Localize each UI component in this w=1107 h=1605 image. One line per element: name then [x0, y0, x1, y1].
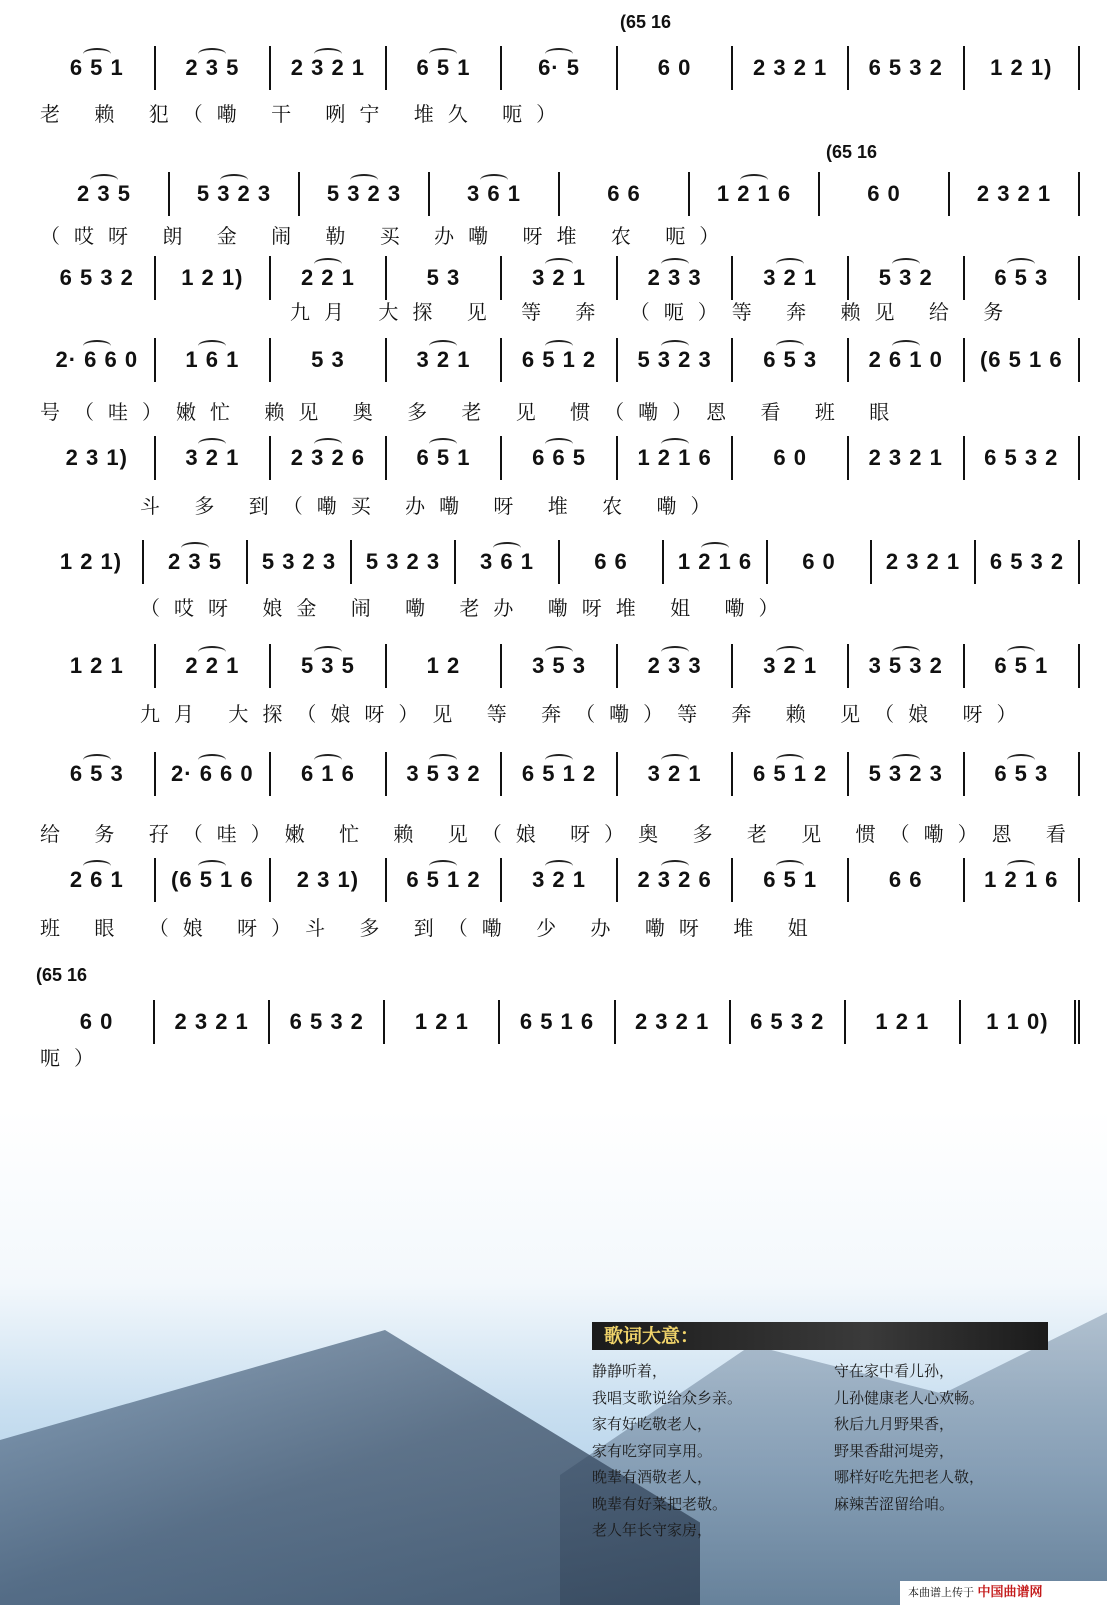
measure: 6 5 1 2 [502, 338, 618, 382]
measure: 3 2 1 [618, 752, 734, 796]
meaning-line: 麻辣苦涩留给咱。 [834, 1494, 955, 1513]
measure: 2 3 3 [618, 256, 734, 300]
meaning-line: 哪样好吃先把老人敬， [834, 1468, 985, 1486]
meaning-line: 野果香甜河堤旁， [834, 1441, 955, 1460]
meaning-line: 家有吃穿同享用。 [592, 1441, 713, 1460]
notes-row [40, 752, 1080, 796]
notes-row [40, 1000, 1080, 1044]
measure: 6 5 3 2 [40, 256, 156, 300]
notes-row [40, 256, 1080, 300]
measure: 3 6 1 [430, 172, 560, 216]
intro-mark: (65 16 [620, 12, 672, 32]
measure: 6 5 1 2 [733, 752, 849, 796]
notes-row [40, 436, 1080, 480]
notes-row [40, 172, 1080, 216]
measure: 2 2 1 [271, 256, 387, 300]
measure: (6 5 1 6 [965, 338, 1081, 382]
intro-mark: (65 16 [36, 965, 88, 985]
measure: 3 2 1 [387, 338, 503, 382]
measure: 6 5 1 2 [502, 752, 618, 796]
meaning-line: 老人年长守家房， [592, 1521, 713, 1539]
site-logo[interactable]: 中国曲谱网 [977, 1585, 1043, 1600]
measure: 3 2 1 [502, 858, 618, 902]
measure: 6 6 [560, 172, 690, 216]
lyrics-meaning-col-1 [592, 1358, 742, 1544]
measure: 6 6 [560, 540, 664, 584]
measure: 6 5 1 [40, 46, 156, 90]
measure: 2 3 5 [40, 172, 170, 216]
measure: 6 5 1 [965, 644, 1081, 688]
measure: 5 3 2 3 [248, 540, 352, 584]
measure: 6 5 1 2 [387, 858, 503, 902]
measure: 2 3 3 [618, 644, 734, 688]
measure: 1 2 [387, 644, 503, 688]
measure: 2 3 2 6 [618, 858, 734, 902]
measure: 6· 5 [502, 46, 618, 90]
measure: 2 3 2 6 [271, 436, 387, 480]
site-footer [900, 1581, 1107, 1605]
measure: 5 3 [387, 256, 503, 300]
measure: 2 3 5 [156, 46, 272, 90]
measure: 6 5 3 [965, 752, 1081, 796]
measure: 3 2 1 [502, 256, 618, 300]
measure: 6 6 [849, 858, 965, 902]
measure: 6 5 1 [733, 858, 849, 902]
measure: 1 6 1 [156, 338, 272, 382]
lyric-line: 九月 大探（娘呀）见 等 奔（嘞）等 奔 赖 见（娘 呀） [140, 702, 1031, 726]
measure: 2 6 1 [40, 858, 156, 902]
lyric-line: （哎呀 娘金 闹 嘞 老办 嘞呀堆 姐 嘞） [140, 596, 793, 620]
measure: 3 5 3 [502, 644, 618, 688]
measure: 6 5 3 2 [849, 46, 965, 90]
meaning-line: 静静听着， [592, 1362, 668, 1380]
measure: 6 5 3 2 [731, 1000, 846, 1044]
measure: 3 5 3 2 [387, 752, 503, 796]
measure: 3 2 1 [733, 256, 849, 300]
measure: 6 0 [618, 46, 734, 90]
lyric-line: 老 赖 犯（嘞 干 咧宁 堆久 呃） [40, 102, 571, 126]
meaning-line: 家有好吃敬老人， [592, 1415, 713, 1433]
upload-text: 本曲谱上传于 [908, 1586, 974, 1599]
measure: 6 5 3 2 [965, 436, 1081, 480]
measure: 2 3 2 1 [271, 46, 387, 90]
measure: 2 2 1 [156, 644, 272, 688]
meaning-line: 晚辈有酒敬老人， [592, 1468, 713, 1486]
measure: 5 3 5 [271, 644, 387, 688]
lyric-line: 号（哇）嫩忙 赖见 奥 多 老 见 惯（嘞）恩 看 班 眼 [40, 400, 904, 424]
measure: 2 3 1) [40, 436, 156, 480]
measure: 1 2 1 [846, 1000, 961, 1044]
meaning-line: 秋后九月野果香， [834, 1415, 955, 1433]
intro-mark: (65 16 [826, 142, 878, 162]
notes-row [40, 46, 1080, 90]
measure: 6 5 1 6 [500, 1000, 615, 1044]
measure: 1 2 1 6 [690, 172, 820, 216]
measure: 2 3 2 1 [849, 436, 965, 480]
measure: 2 3 2 1 [616, 1000, 731, 1044]
lyrics-meaning-panel [592, 1322, 1048, 1572]
measure: 5 3 2 3 [170, 172, 300, 216]
lyrics-meaning-col-2 [834, 1358, 984, 1517]
measure: 6 0 [40, 1000, 155, 1044]
measure: 3 5 3 2 [849, 644, 965, 688]
measure: 6 5 3 [965, 256, 1081, 300]
measure: 6 6 5 [502, 436, 618, 480]
measure: 6 0 [820, 172, 950, 216]
notes-row [40, 338, 1080, 382]
measure: 5 3 2 3 [352, 540, 456, 584]
measure: 1 2 1 6 [664, 540, 768, 584]
measure: 1 2 1 6 [618, 436, 734, 480]
lyric-line: 斗 多 到（嘞买 办嘞 呀 堆 农 嘞） [140, 494, 725, 518]
measure: 3 2 1 [733, 644, 849, 688]
lyric-line: 九月 大探 见 等 奔 （呃）等 奔 赖见 给 务 [290, 300, 1018, 324]
measure: 2· 6 6 0 [156, 752, 272, 796]
measure: 5 3 2 3 [300, 172, 430, 216]
measure: 5 3 2 [849, 256, 965, 300]
measure: 5 3 2 3 [618, 338, 734, 382]
measure: (6 5 1 6 [156, 858, 272, 902]
measure: 6 5 3 2 [270, 1000, 385, 1044]
measure: 1 2 1 [385, 1000, 500, 1044]
measure: 5 3 2 3 [849, 752, 965, 796]
measure: 6 5 1 [387, 46, 503, 90]
measure: 6 0 [733, 436, 849, 480]
measure: 6 5 1 [387, 436, 503, 480]
measure: 3 6 1 [456, 540, 560, 584]
lyric-line: （哎呀 朗 金 闹 勒 买 办嘞 呀堆 农 呃） [40, 224, 734, 248]
measure: 3 2 1 [156, 436, 272, 480]
measure: 2 3 5 [144, 540, 248, 584]
measure: 6 5 3 2 [976, 540, 1080, 584]
measure: 1 2 1 6 [965, 858, 1081, 902]
notes-row [40, 858, 1080, 902]
lyric-line: 给 务 孖（哇）嫩 忙 赖 见（娘 呀）奥 多 老 见 惯（嘞）恩 看 [40, 822, 1080, 846]
measure: 1 1 0) [961, 1000, 1080, 1044]
measure: 5 3 [271, 338, 387, 382]
measure: 2 3 2 1 [872, 540, 976, 584]
measure: 2 3 1) [271, 858, 387, 902]
notes-row [40, 644, 1080, 688]
lyric-line: 呃） [40, 1046, 108, 1070]
notes-row [40, 540, 1080, 584]
measure: 1 2 1) [156, 256, 272, 300]
meaning-line: 守在家中看儿孙， [834, 1362, 955, 1380]
lyrics-meaning-title: 歌词大意： [592, 1322, 1048, 1350]
measure: 2 3 2 1 [950, 172, 1080, 216]
measure: 2 6 1 0 [849, 338, 965, 382]
meaning-line: 晚辈有好菜把老敬。 [592, 1494, 728, 1513]
measure: 6 0 [768, 540, 872, 584]
measure: 2 3 2 1 [155, 1000, 270, 1044]
measure: 6 5 3 [40, 752, 156, 796]
lyric-line: 班 眼 （娘 呀）斗 多 到（嘞 少 办 嘞呀 堆 姐 [40, 916, 822, 940]
meaning-line: 儿孙健康老人心欢畅。 [834, 1388, 985, 1407]
measure: 2 3 2 1 [733, 46, 849, 90]
measure: 2· 6 6 0 [40, 338, 156, 382]
measure: 1 2 1) [40, 540, 144, 584]
meaning-line: 我唱支歌说给众乡亲。 [592, 1388, 743, 1407]
measure: 1 2 1) [965, 46, 1081, 90]
measure: 6 5 3 [733, 338, 849, 382]
measure: 6 1 6 [271, 752, 387, 796]
measure: 1 2 1 [40, 644, 156, 688]
